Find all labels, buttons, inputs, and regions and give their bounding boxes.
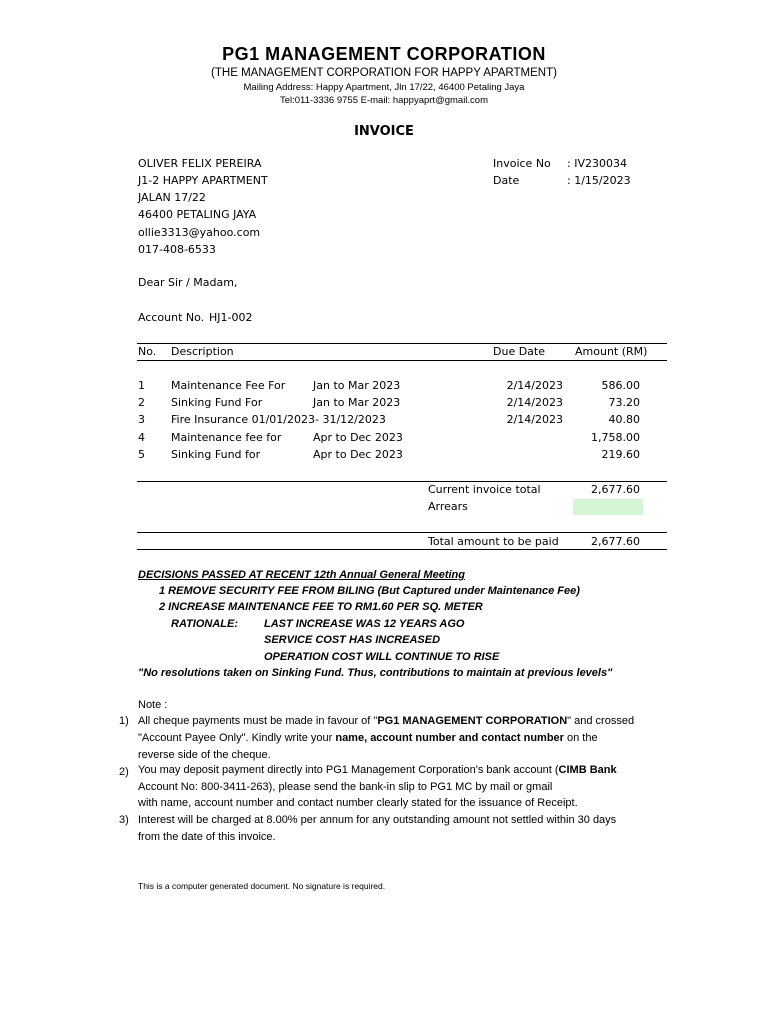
row-amount: 73.20	[608, 396, 640, 409]
row-period: Jan to Mar 2023	[313, 379, 401, 392]
greeting: Dear Sir / Madam,	[138, 276, 238, 289]
note-1-line-1	[138, 715, 634, 727]
account-label: Account No.	[138, 311, 205, 324]
note-3-number: 3)	[119, 814, 129, 826]
row-amount: 1,758.00	[591, 431, 640, 444]
row-amount: 586.00	[601, 379, 640, 392]
row-no: 3	[138, 413, 145, 426]
invoice-number-label: Invoice No	[493, 157, 551, 170]
arrears-label: Arrears	[428, 500, 468, 513]
decision-item-2: 2 INCREASE MAINTENANCE FEE TO RM1.60 PER SQ. METER	[159, 601, 483, 613]
recipient-address-2: JALAN 17/22	[138, 191, 206, 204]
recipient-email: ollie3313@yahoo.com	[138, 226, 261, 239]
row-description: Sinking Fund for	[171, 448, 261, 461]
note-1-line-3: reverse side of the cheque.	[138, 749, 271, 761]
note-2-line-3: with name, account number and contact number clearly stated for the issuance of Receipt.	[138, 797, 578, 809]
note-1-number: 1)	[119, 715, 129, 727]
total-top-rule	[137, 532, 667, 533]
table-top-rule	[137, 343, 667, 344]
footer-disclaimer: This is a computer generated document. No signature is required.	[138, 881, 386, 891]
row-due-date: 2/14/2023	[506, 379, 563, 392]
row-no: 2	[138, 396, 145, 409]
arrears-value-cell	[573, 499, 643, 515]
recipient-address-1: J1-2 HAPPY APARTMENT	[138, 174, 268, 187]
row-period: Jan to Mar 2023	[313, 396, 401, 409]
note-2-line-2: Account No: 800-3411-263), please send the bank-in slip to PG1 MC by mail or gmail	[138, 781, 553, 793]
note-1-line-2	[138, 732, 598, 744]
note-2-line-1	[138, 764, 617, 776]
contact-info: Tel:011-3336 9755 E-mail: happyaprt@gmail.com	[279, 95, 489, 106]
row-description: Maintenance Fee For	[171, 379, 286, 392]
current-total-label: Current invoice total	[428, 483, 541, 496]
row-description: Sinking Fund For	[171, 396, 263, 409]
table-header-rule	[137, 360, 667, 361]
note-1-text-2c: on the	[563, 732, 598, 744]
total-due-value: 2,677.60	[591, 535, 640, 548]
recipient-address-3: 46400 PETALING JAYA	[138, 208, 257, 221]
note-1-text-a: All cheque payments must be made in favour of "	[138, 715, 378, 727]
note-3-line-1: Interest will be charged at 8.00% per annum for any outstanding amount not settled within 30 days	[138, 814, 617, 826]
row-description: Fire Insurance 01/01/2023- 31/12/2023	[171, 413, 386, 426]
note-2-text-a: You may deposit payment directly into PG1 Management Corporation's bank account (	[138, 764, 559, 776]
col-header-amount: Amount (RM)	[575, 345, 648, 358]
row-period: Apr to Dec 2023	[313, 448, 403, 461]
note-3-line-2: from the date of this invoice.	[138, 831, 276, 843]
rationale-label: RATIONALE:	[171, 618, 239, 630]
note-2-bank: CIMB Bank	[558, 764, 617, 776]
total-bottom-rule	[137, 549, 667, 550]
rationale-1: LAST INCREASE WAS 12 YEARS AGO	[264, 618, 465, 630]
row-due-date: 2/14/2023	[506, 413, 563, 426]
total-due-label: Total amount to be paid	[428, 535, 559, 548]
rationale-3: OPERATION COST WILL CONTINUE TO RISE	[264, 651, 500, 663]
notes-title: Note :	[138, 699, 168, 711]
table-bottom-rule	[137, 481, 667, 482]
row-no: 4	[138, 431, 145, 444]
row-no: 5	[138, 448, 145, 461]
invoice-title: INVOICE	[354, 124, 414, 139]
recipient-phone: 017-408-6533	[138, 243, 216, 256]
decision-item-1: 1 REMOVE SECURITY FEE FROM BILING (But Captured under Maintenance Fee)	[159, 585, 580, 597]
invoice-date-value: : 1/15/2023	[567, 174, 631, 187]
col-header-no: No.	[138, 345, 157, 358]
current-total-value: 2,677.60	[591, 483, 640, 496]
rationale-2: SERVICE COST HAS INCREASED	[264, 634, 441, 646]
note-1-required-info: name, account number and contact number	[335, 732, 564, 744]
note-1-text-2a: "Account Payee Only". Kindly write your	[138, 732, 336, 744]
col-header-due-date: Due Date	[493, 345, 545, 358]
note-1-text-c: " and crossed	[567, 715, 635, 727]
note-1-payee: PG1 MANAGEMENT CORPORATION	[377, 715, 568, 727]
company-subtitle: (THE MANAGEMENT CORPORATION FOR HAPPY APARTMENT)	[211, 67, 557, 79]
row-due-date: 2/14/2023	[506, 396, 563, 409]
row-description: Maintenance fee for	[171, 431, 282, 444]
recipient-name: OLIVER FELIX PEREIRA	[138, 157, 262, 170]
row-amount: 40.80	[608, 413, 640, 426]
row-period: Apr to Dec 2023	[313, 431, 403, 444]
note-2-number: 2)	[119, 766, 129, 778]
account-number: HJ1-002	[209, 311, 253, 324]
decisions-heading: DECISIONS PASSED AT RECENT 12th Annual General Meeting	[138, 569, 465, 581]
col-header-description: Description	[171, 345, 234, 358]
company-name: PG1 MANAGEMENT CORPORATION	[222, 44, 546, 64]
row-amount: 219.60	[601, 448, 640, 461]
mailing-address: Mailing Address: Happy Apartment, Jln 17/22, 46400 Petaling Jaya	[243, 82, 525, 93]
invoice-date-label: Date	[493, 174, 520, 187]
invoice-number-value: : IV230034	[567, 157, 627, 170]
row-no: 1	[138, 379, 145, 392]
sinking-fund-quote: "No resolutions taken on Sinking Fund. Thus, contributions to maintain at previous levels"	[138, 667, 613, 679]
